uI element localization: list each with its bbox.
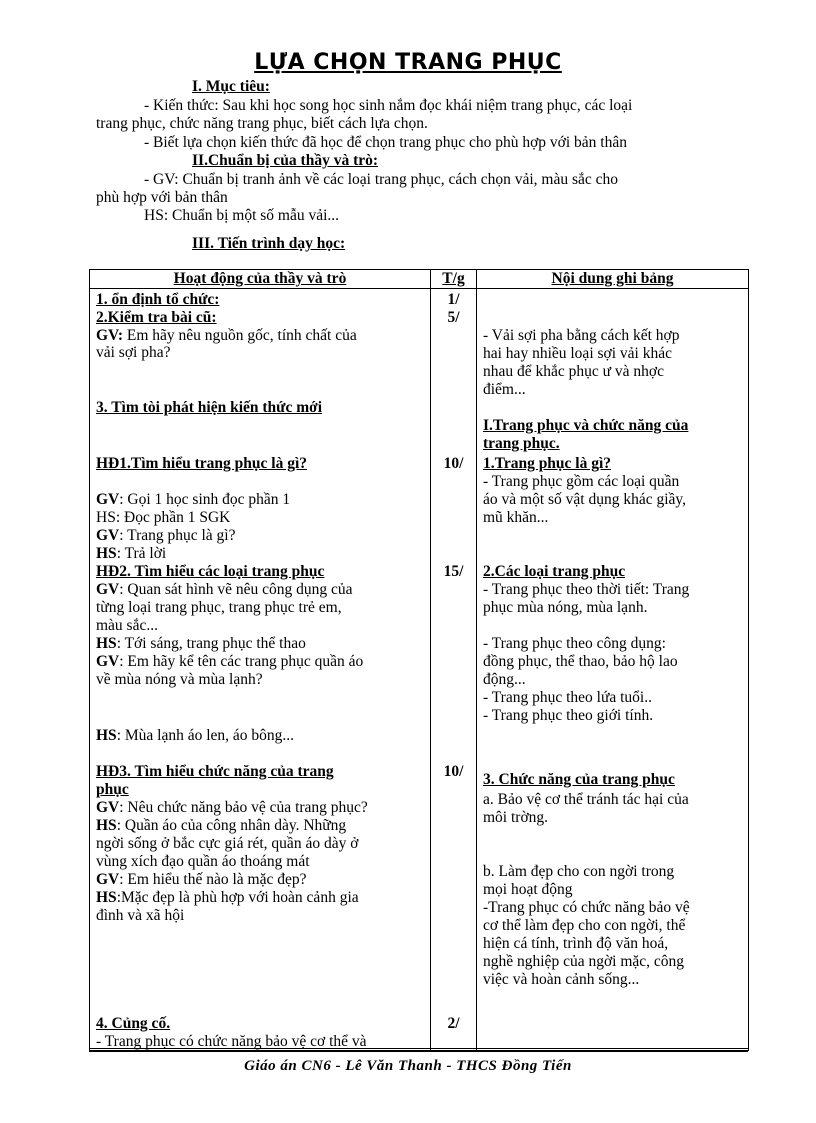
board-heading: trang phục. (483, 435, 560, 452)
header-activities: Hoạt động của thầy và trò (90, 270, 431, 289)
board-line: a. Bảo vệ cơ thể tránh tác hại của (483, 791, 689, 808)
lesson-table (89, 269, 749, 1051)
objectives-line: trang phục, chức năng trang phục, biết cách lựa chọn. (96, 115, 428, 132)
section-objectives-heading: I. Mục tiêu: (192, 78, 270, 95)
activity-line: GV: Nêu chức năng bảo vệ của trang phục? (96, 799, 368, 816)
activity-line: HS: Tới sáng, trang phục thể thao (96, 635, 306, 652)
section-preparation-heading: II.Chuẩn bị của thầy và trò: (192, 152, 379, 169)
activity-line: GV: Gọi 1 học sinh đọc phần 1 (96, 491, 291, 508)
board-line: cơ thể làm đẹp cho con ngời, thể (483, 917, 686, 934)
board-line: nghề nghiệp của ngời mặc, công (483, 953, 685, 970)
board-line: hai hay nhiều loại sợi vải khác (483, 345, 672, 362)
activity-line: GV: Em hiểu thế nào là mặc đẹp? (96, 871, 307, 888)
activity-line: màu sắc... (96, 617, 158, 634)
board-line: áo và một số vật dụng khác giầy, (483, 491, 687, 508)
activity-heading: 4. Củng cố. (96, 1015, 171, 1032)
time-value: 10/ (443, 763, 464, 780)
time-cell (431, 289, 477, 1051)
board-heading: 3. Chức năng của trang phục (483, 771, 675, 788)
activity-heading: HĐ2. Tìm hiểu các loại trang phục (96, 563, 325, 580)
board-line: - Trang phục theo giới tính. (483, 707, 654, 724)
board-line: - Trang phục theo công dụng: (483, 635, 666, 652)
activity-line: vải sợi pha? (96, 344, 171, 361)
footer-divider (89, 1051, 748, 1052)
board-heading: 1.Trang phục là gì? (483, 455, 612, 472)
footer-divider (89, 1048, 748, 1049)
activity-heading: 1. ổn định tổ chức: (96, 291, 220, 308)
board-line: phục mùa nóng, mùa lạnh. (483, 599, 648, 616)
board-heading: 2.Các loại trang phục (483, 563, 626, 580)
board-line: nhau để khắc phục ư và nhợc (483, 363, 665, 380)
board-content-cell (477, 289, 749, 1051)
activity-heading: HĐ1.Tìm hiểu trang phục là gì? (96, 455, 307, 472)
activity-line: từng loại trang phục, trang phục trẻ em, (96, 599, 342, 616)
board-line: - Trang phục gồm các loại quần (483, 473, 680, 490)
time-value: 10/ (443, 455, 464, 472)
page-title: LỰA CHỌN TRANG PHỤC (254, 50, 562, 75)
activity-line: GV: Quan sát hình vẽ nêu công dụng của (96, 581, 353, 598)
activity-line: HS: Quần áo của công nhân dày. Những (96, 817, 347, 834)
activity-line: - Trang phục có chức năng bảo vệ cơ thể và (96, 1033, 367, 1050)
activities-cell (90, 289, 431, 1051)
time-value: 5/ (447, 309, 460, 326)
activity-heading: HĐ3. Tìm hiểu chức năng của trang (96, 763, 334, 780)
activity-line: HS: Đọc phần 1 SGK (96, 509, 231, 526)
time-value: 1/ (447, 291, 460, 308)
activity-line: GV: Em hãy nêu nguồn gốc, tính chất của (96, 327, 357, 344)
board-line: việc và hoàn cảnh sống... (483, 971, 640, 988)
board-line: hiện cá tính, trình độ văn hoá, (483, 935, 669, 952)
activity-line: ngời sống ở bắc cực giá rét, quần áo dày ở (96, 835, 359, 852)
activity-line: GV: Trang phục là gì? (96, 527, 236, 544)
board-line: mũ khăn... (483, 509, 549, 526)
board-line: b. Làm đẹp cho con ngời trong (483, 863, 675, 880)
activity-line: HS:Mặc đẹp là phù hợp với hoàn cảnh gia (96, 889, 359, 906)
preparation-line: phù hợp với bản thân (96, 189, 228, 206)
table-row (90, 289, 749, 1051)
section-process-heading: III. Tiến trình dạy học: (192, 235, 346, 252)
board-line: điểm... (483, 381, 526, 398)
activity-heading: phục (96, 781, 129, 798)
board-line: môi trờng. (483, 809, 549, 826)
board-line: mọi hoạt động (483, 881, 573, 898)
preparation-line: - GV: Chuẩn bị tranh ảnh về các loại trang phục, cách chọn vải, màu sắc cho (144, 171, 619, 188)
table-header-row (90, 270, 749, 289)
preparation-line: HS: Chuẩn bị một số mẫu vải... (144, 207, 340, 224)
time-value: 15/ (443, 563, 464, 580)
objectives-line: - Kiến thức: Sau khi học song học sinh nắm đọc khái niệm trang phục, các loại (144, 97, 633, 114)
board-line: - Vải sợi pha bằng cách kết hợp (483, 327, 680, 344)
header-time: T/g (431, 270, 477, 289)
time-value: 2/ (447, 1015, 460, 1032)
board-heading: I.Trang phục và chức năng của (483, 417, 689, 434)
board-line: - Trang phục theo lứa tuổi.. (483, 689, 652, 706)
header-board-content: Nội dung ghi bảng (477, 270, 749, 289)
activity-line: vùng xích đạo quần áo thoáng mát (96, 853, 310, 870)
activity-line: đình và xã hội (96, 907, 185, 924)
activity-line: GV: Em hãy kể tên các trang phục quần áo (96, 653, 364, 670)
board-line: - Trang phục theo thời tiết: Trang (483, 581, 690, 598)
activity-heading: 3. Tìm tòi phát hiện kiến thức mới (96, 399, 323, 416)
activity-line: về mùa nóng và mùa lạnh? (96, 671, 263, 688)
board-line: động... (483, 671, 526, 688)
activity-line: HS: Mùa lạnh áo len, áo bông... (96, 727, 295, 744)
objectives-line: - Biết lựa chọn kiến thức đã học để chọn trang phục cho phù hợp với bản thân (144, 134, 627, 151)
board-line: đồng phục, thể thao, bảo hộ lao (483, 653, 678, 670)
page-footer: Giáo án CN6 - Lê Văn Thanh - THCS Đồng Tiến (244, 1058, 572, 1074)
activity-line: HS: Trả lời (96, 545, 167, 562)
board-line: -Trang phục có chức năng bảo vệ (483, 899, 690, 916)
activity-heading: 2.Kiểm tra bài cũ: (96, 309, 217, 326)
